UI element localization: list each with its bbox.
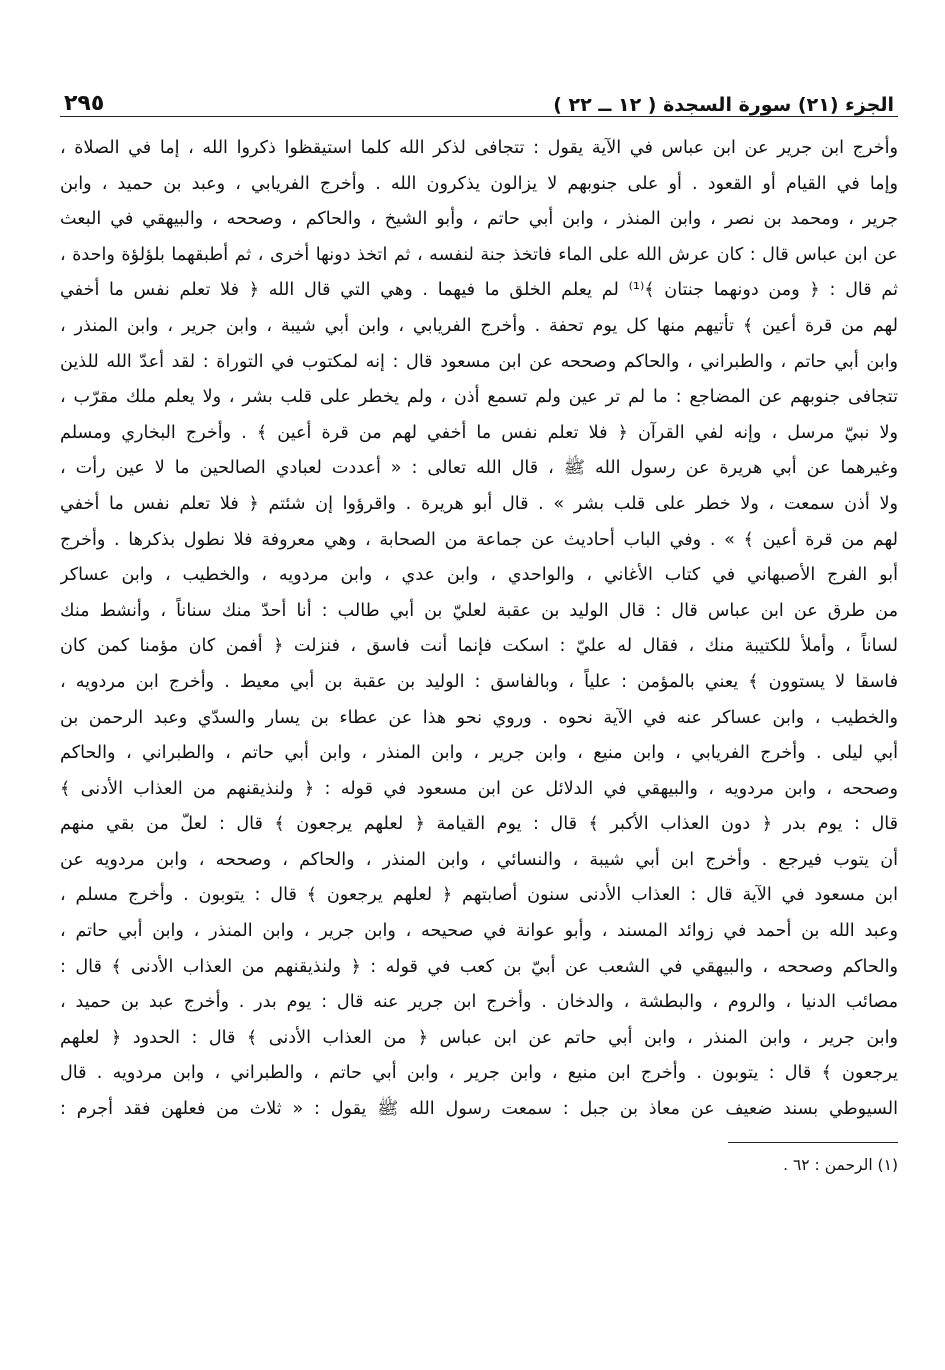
footnote: (١) الرحمن : ٦٢ . [783, 1155, 898, 1174]
running-title: الجزء (٢١) سورة السجدة ( ١٢ ــ ٢٢ ) [553, 94, 894, 116]
text-line: مصائب الدنيا ، والروم ، والبطشة ، والدخان . وأخرج ابن جرير عنه قال : يوم بدر . وأخرج عبد بن حميد ، [60, 992, 898, 1013]
page [60, 78, 898, 1179]
text-line: يرجعون ﴾ قال : يتوبون . وأخرج ابن منيع ، وابن جرير ، وابن أبي حاتم ، والطبراني ، وابن مردويه . قال [60, 1063, 898, 1084]
text-line: فاسقا لا يستوون ﴾ يعني بالمؤمن : علياً ، وبالفاسق : الوليد بن عقبة بن أبي معيط . وأخرج ابن مردويه ، [60, 671, 898, 692]
text-line: أبي ليلى . وأخرج الفريابي ، وابن منيع ، وابن جرير ، وابن المنذر ، وابن أبي حاتم ، والطبراني ، والحاكم [60, 743, 898, 764]
text-line: من طرق عن ابن عباس قال : قال الوليد بن عقبة لعليّ بن أبي طالب : أنا أحدّ منك سناناً ، وأنشط منك [60, 600, 898, 621]
text-line: وابن أبي حاتم ، والطبراني ، والحاكم وصححه عن ابن مسعود قال : إنه لمكتوب في التوراة : لقد أعدّ الله للذين [60, 351, 898, 372]
text-line: لساناً ، وأملأ للكتيبة منك ، فقال له عليّ : اسكت فإنما أنت فاسق ، فنزلت ﴿ أفمن كان مؤمنا كمن كان [60, 636, 898, 657]
text-line: وعبد الله بن أحمد في زوائد المسند ، وأبو عوانة في صحيحه ، وابن جرير ، وابن المنذر ، وابن أبي حاتم ، [60, 921, 898, 942]
text-line: تتجافى جنوبهم عن المضاجع : ما لم تر عين ولم تسمع أذن ، ولم يخطر على قلب بشر ، ولا يعلم ملك مقرّب ، [60, 387, 898, 408]
text-line: لهم من قرة أعين ﴾ » . وفي الباب أحاديث عن جماعة من الصحابة ، وهي معروفة فلا نطول بذكرها . وأخرج [60, 529, 898, 550]
text-line: السيوطي بسند ضعيف عن معاذ بن جبل : سمعت رسول الله ﷺ يقول : « ثلاث من فعلهن فقد أجرم : [60, 1099, 898, 1120]
text-line: لهم من قرة أعين ﴾ تأتيهم منها كل يوم تحفة . وأخرج الفريابي ، وابن أبي شيبة ، وابن جرير ، وابن المنذر ، [60, 315, 898, 336]
text-line: ولا أذن سمعت ، ولا خطر على قلب بشر » . قال أبو هريرة . واقرؤوا إن شئتم ﴿ فلا تعلم نفس ما أخفي [60, 493, 898, 514]
text-line: وإما في القيام أو القعود . أو على جنوبهم لا يزالون يذكرون الله . وأخرج الفريابي ، وعبد بن حميد ، وابن [60, 173, 898, 194]
page-number: ٢٩٥ [64, 91, 105, 116]
text-line: وابن جرير ، وابن المنذر ، وابن أبي حاتم عن ابن عباس ﴿ من العذاب الأدنى ﴾ قال : الحدود ﴿ لعلهم [60, 1027, 898, 1048]
text-line: وصححه ، وابن مردويه ، والبيهقي في الدلائل عن ابن مسعود في قوله : ﴿ ولنذيقنهم من العذاب الأدنى ﴾ [60, 778, 898, 799]
text-line: أن يتوب فيرجع . وأخرج ابن أبي شيبة ، والنسائي ، وابن المنذر ، والحاكم ، وصححه ، وابن مردويه عن [60, 849, 898, 870]
footnote-divider [728, 1142, 898, 1143]
page-header [60, 78, 898, 117]
main-text [60, 131, 898, 1128]
text-line: والخطيب ، وابن عساكر عنه في الآية نحوه . وروي نحو هذا عن عطاء بن يسار والسدّي وعبد الرحمن بن [60, 707, 898, 728]
text-line: ولا نبيّ مرسل ، وإنه لفي القرآن ﴿ فلا تعلم نفس ما أخفي لهم من قرة أعين ﴾ . وأخرج البخاري ومسلم [60, 422, 898, 443]
text-line: ثم قال : ﴿ ومن دونهما جنتان ﴾⁽¹⁾ لم يعلم الخلق ما فيهما . وهي التي قال الله ﴿ فلا تعلم نفس ما أخفي [60, 280, 898, 301]
text-line: عن ابن عباس قال : كان عرش الله على الماء فاتخذ جنة لنفسه ، ثم اتخذ دونها أخرى ، ثم أطبقهما بلؤلؤة واحدة ، [60, 244, 898, 265]
text-line: جرير ، ومحمد بن نصر ، وابن المنذر ، وابن أبي حاتم ، وأبو الشيخ ، والحاكم ، وصححه ، والبيهقي في البعث [60, 209, 898, 230]
text-line: ابن مسعود في الآية قال : العذاب الأدنى سنون أصابتهم ﴿ لعلهم يرجعون ﴾ قال : يتوبون . وأخرج مسلم ، [60, 885, 898, 906]
text-line: وأخرج ابن جرير عن ابن عباس في الآية يقول : تتجافى لذكر الله كلما استيقظوا ذكروا الله ، إما في الصلاة ، [60, 138, 898, 158]
text-line: قال : يوم بدر ﴿ دون العذاب الأكبر ﴾ قال : يوم القيامة ﴿ لعلهم يرجعون ﴾ قال : لعلّ من بقي منهم [60, 814, 898, 835]
text-line: والحاكم وصححه ، والبيهقي في الشعب عن أبيّ بن كعب في قوله : ﴿ ولنذيقنهم من العذاب الأدنى ﴾ قال : [60, 956, 898, 977]
text-line: أبو الفرج الأصبهاني في كتاب الأغاني ، والواحدي ، وابن عدي ، وابن مردويه ، والخطيب ، وابن عساكر [60, 565, 898, 586]
text-line: وغيرهما عن أبي هريرة عن رسول الله ﷺ ، قال الله تعالى : « أعددت لعبادي الصالحين ما لا عين رأت ، [60, 458, 898, 479]
